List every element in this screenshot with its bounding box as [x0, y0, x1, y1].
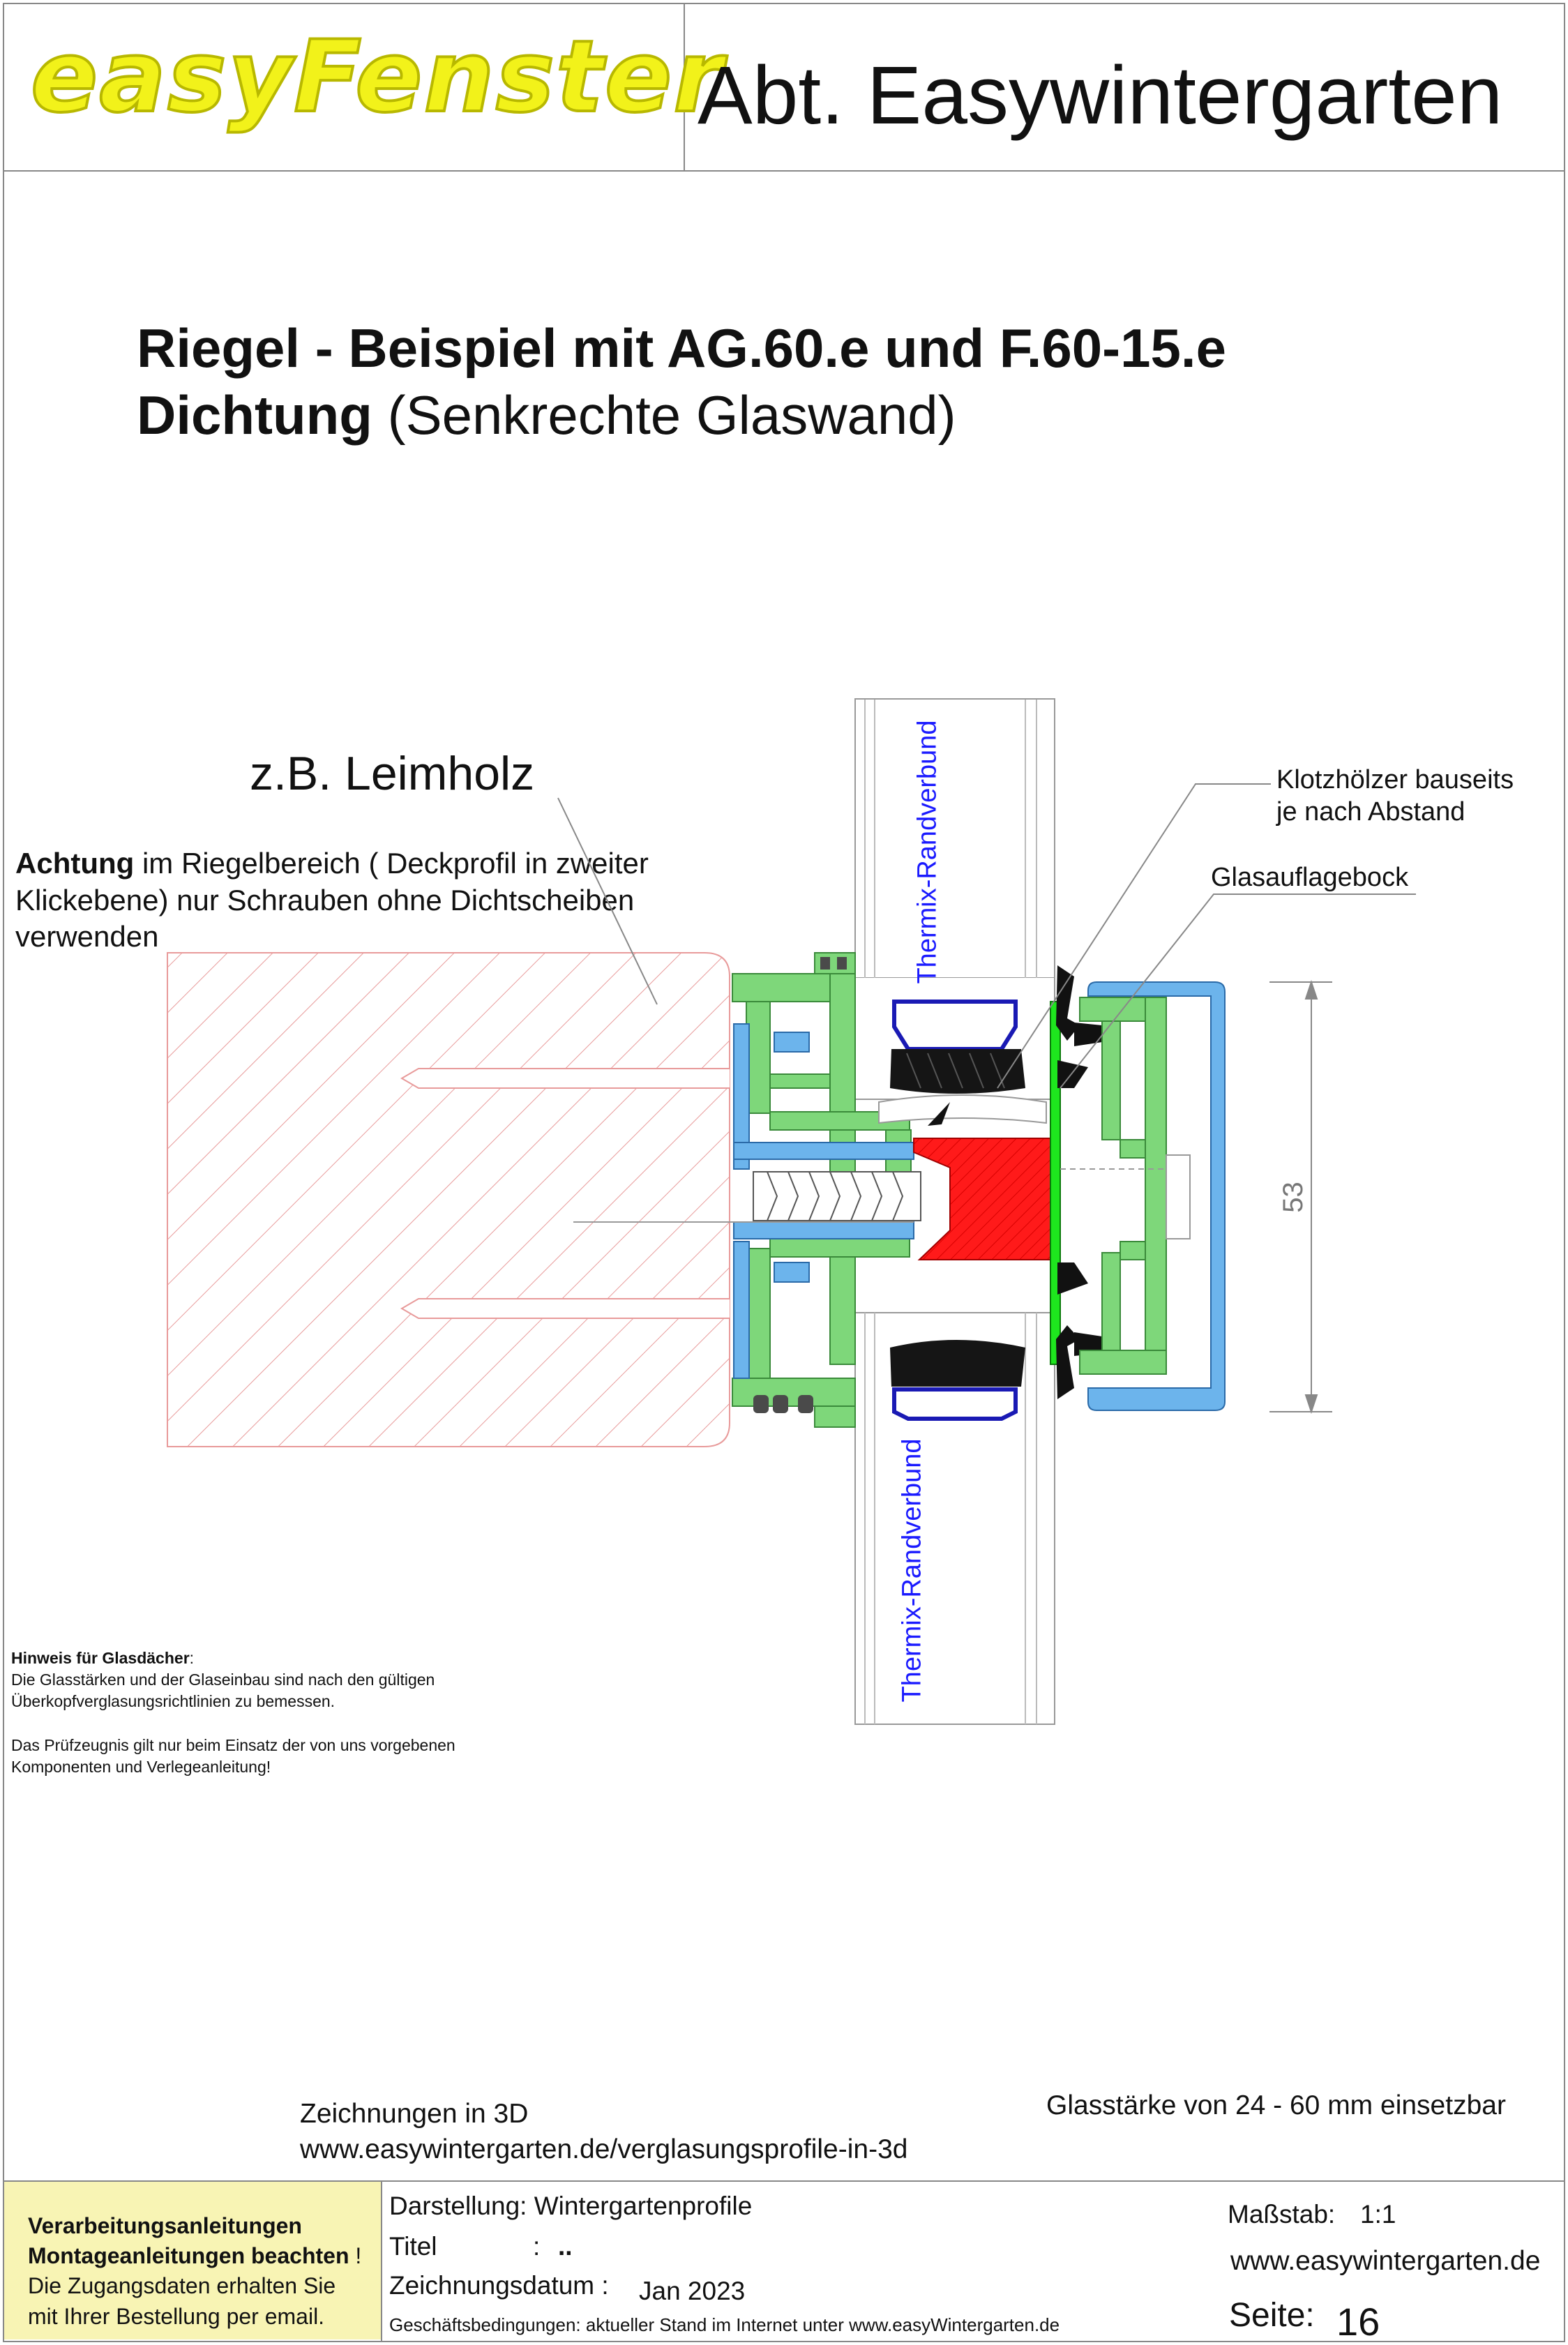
title-line2-bold: Dichtung — [137, 384, 372, 446]
logo: easyFenster — [31, 20, 724, 135]
titel-value: .. — [558, 2232, 573, 2261]
thermix-label-top: Thermix-Randverbund — [912, 720, 942, 984]
leimholz-label: z.B. Leimholz — [250, 747, 535, 800]
title-line2-normal: (Senkrechte Glaswand) — [372, 384, 956, 446]
seal-strip-green — [1050, 1002, 1060, 1364]
hinweis-line1: Die Glasstärken und der Glaseinbau sind nach den gültigen — [11, 1671, 435, 1689]
zeichnungen-3d — [300, 2097, 907, 2167]
cross-section-drawing — [0, 670, 1568, 1730]
dimension-label: 53 — [1277, 1182, 1309, 1213]
website-link[interactable]: www.easywintergarten.de — [1230, 2246, 1541, 2276]
hinweis-line4: Komponenten und Verlegeanleitung! — [11, 1758, 271, 1777]
seite-label: Seite: — [1229, 2297, 1315, 2334]
thermix-label-bottom: Thermix-Randverbund — [897, 1438, 927, 1703]
glasstaerke-note: Glasstärke von 24 - 60 mm einsetzbar — [1046, 2090, 1506, 2120]
url-3d-link[interactable]: www.easywintergarten.de/verglasungsprofile-in-3d — [300, 2134, 908, 2164]
box-line4: mit Ihrer Bestellung per email. — [28, 2303, 325, 2329]
klotz-line1: Klotzhölzer bauseits — [1276, 765, 1514, 794]
header-divider — [3, 170, 1565, 172]
footer-box-divider — [381, 2180, 382, 2341]
zeichnungen-label: Zeichnungen in 3D — [300, 2099, 529, 2129]
wood-slot-upper — [402, 1069, 730, 1088]
darstellung: Darstellung: Wintergartenprofile — [389, 2192, 753, 2220]
glasauflage-label: Glasauflagebock — [1211, 863, 1409, 892]
thermix-spacer-upper — [894, 1002, 1016, 1049]
massstab-label: Maßstab: — [1228, 2200, 1336, 2229]
klotz-line2: je nach Abstand — [1276, 797, 1465, 827]
datum-label: Zeichnungsdatum : — [389, 2271, 609, 2300]
fixing-screw — [753, 1172, 921, 1221]
hinweis-heading: Hinweis für Glasdächer — [11, 1649, 190, 1667]
page-title — [137, 317, 1226, 379]
warning-line1: im Riegelbereich ( Deckprofil in zweiter — [134, 847, 649, 880]
instructions-box — [4, 2182, 381, 2339]
title-line1: Riegel - Beispiel mit AG.60.e und F.60-15.e — [137, 317, 1226, 379]
datum-value: Jan 2023 — [639, 2277, 746, 2305]
wood-beam — [167, 953, 730, 1447]
warning-line2: Klickebene) nur Schrauben ohne Dichtscheiben — [15, 883, 635, 917]
wood-slot-lower — [402, 1299, 730, 1318]
department-title: Abt. Easywintergarten — [698, 50, 1503, 142]
warning-line3: verwenden — [15, 920, 159, 953]
hinweis-notes: Hinweis für Glasdächer: Die Glasstärken und der Glaseinbau sind nach den gültigen Überkopfverglasungsrichtlinien zu bemessen. Das Prüfzeugnis gilt nur beim Einsatz der von uns vorgebenen Komponenten und Verlegeanleitung! — [11, 1647, 455, 1778]
box-line2-suffix: ! — [349, 2243, 362, 2269]
box-line3: Die Zugangsdaten erhalten Sie — [28, 2273, 336, 2299]
cover-profile-green — [1080, 997, 1166, 1374]
box-line1: Verarbeitungsanleitungen — [28, 2213, 302, 2238]
page-subtitle — [137, 384, 956, 446]
sealant-lower — [890, 1340, 1025, 1387]
epdm-gaskets — [1056, 965, 1102, 1399]
massstab-value: 1:1 — [1360, 2200, 1396, 2229]
box-line2: Montageanleitungen beachten — [28, 2243, 349, 2269]
thermix-spacer-lower — [894, 1389, 1016, 1419]
seite-value: 16 — [1336, 2300, 1380, 2344]
titel-colon: : — [533, 2232, 541, 2261]
hinweis-line3: Das Prüfzeugnis gilt nur beim Einsatz der von uns vorgebenen — [11, 1736, 455, 1755]
agb-text: Geschäftsbedingungen: aktueller Stand im Internet unter www.easyWintergarten.de — [389, 2314, 1060, 2335]
glass-support-block — [879, 1095, 1046, 1123]
titel-label: Titel — [389, 2232, 437, 2261]
hinweis-line2: Überkopfverglasungsrichtlinien zu bemessen. — [11, 1692, 336, 1711]
warning-bold: Achtung — [15, 847, 135, 880]
thermal-break-red — [914, 1138, 1050, 1260]
sealant-upper — [890, 1049, 1025, 1094]
end-stop — [1166, 1155, 1190, 1239]
